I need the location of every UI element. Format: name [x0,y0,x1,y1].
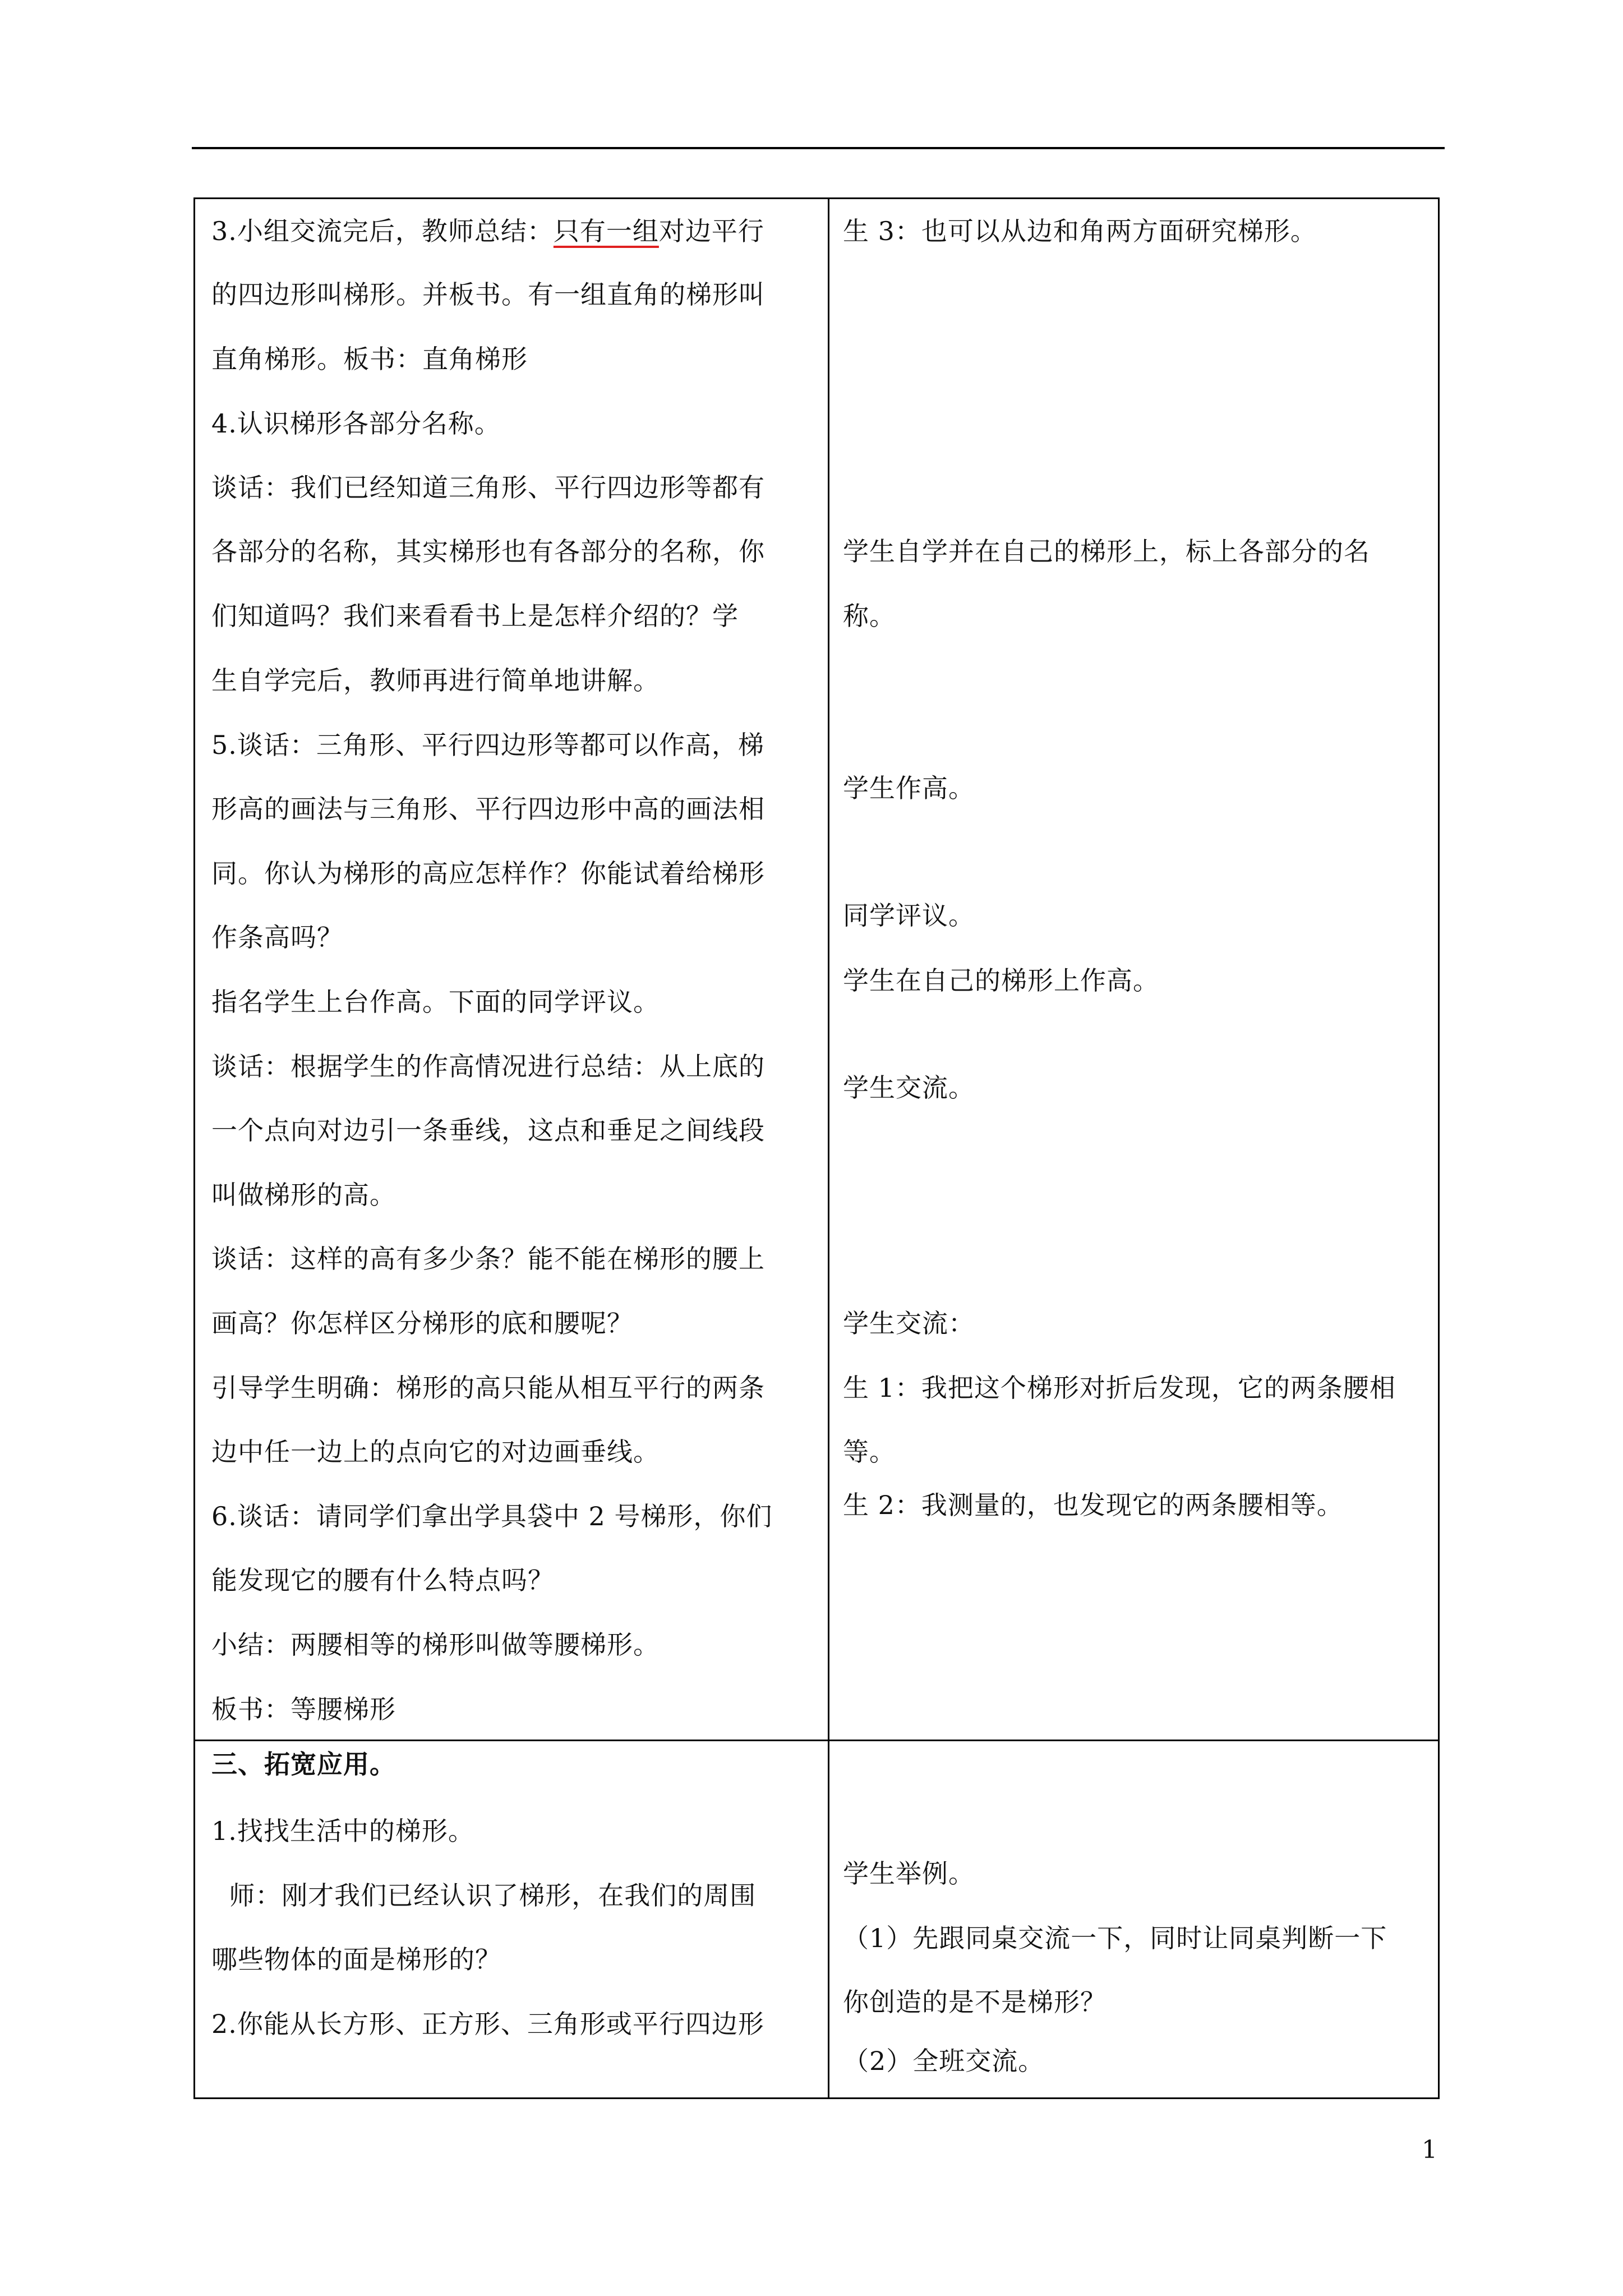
right-line-r11: 生 2：我测量的，也发现它的两条腰相等。 [843,1490,1343,1520]
left-p6-line4: 板书：等腰梯形 [211,1694,396,1724]
right-line-r13: （1）先跟同桌交流一下，同时让同桌判断一下 [843,1923,1387,1953]
left-p4-line3: 们知道吗？我们来看看书上是怎样介绍的？学 [211,601,739,631]
left-p6-line2: 能发现它的腰有什么特点吗？ [211,1565,554,1595]
left-p6-line1: 6.谈话：请同学们拿出学具袋中 2 号梯形，你们 [211,1501,773,1531]
left-p4-line1: 谈话：我们已经知道三角形、平行四边形等都有 [211,472,765,503]
left-p5-line2: 形高的画法与三角形、平行四边形中高的画法相 [211,794,765,824]
left-p5-line8: 叫做梯形的高。 [211,1180,396,1210]
right-line-r1: 生 3：也可以从边和角两方面研究梯形。 [843,216,1317,246]
right-line-r4: 学生作高。 [843,773,975,803]
left-p5-line6: 谈话：根据学生的作高情况进行总结：从上底的 [211,1051,765,1082]
right-line-r12: 学生举例。 [843,1858,975,1889]
left-p5-line5: 指名学生上台作高。下面的同学评议。 [211,987,660,1017]
left-p5-line9: 谈话：这样的高有多少条？能不能在梯形的腰上 [211,1244,765,1274]
left-p3-underlined: 只有一组 [553,216,659,246]
left-p5-line11: 引导学生明确：梯形的高只能从相互平行的两条 [211,1373,765,1403]
left-p3-line3: 直角梯形。板书：直角梯形 [211,344,528,374]
right-line-r9: 生 1：我把这个梯形对折后发现，它的两条腰相 [843,1373,1396,1403]
left-p5-line7: 一个点向对边引一条垂线，这点和垂足之间线段 [211,1115,765,1145]
right-line-r5: 同学评议。 [843,900,975,931]
left-s3-line2: 师：刚才我们已经认识了梯形，在我们的周围 [211,1880,757,1911]
left-p5-line10: 画高？你怎样区分梯形的底和腰呢？ [211,1308,633,1338]
right-line-r8: 学生交流： [843,1308,975,1338]
left-s3-line3: 哪些物体的面是梯形的？ [211,1944,501,1975]
left-p5-line12: 边中任一边上的点向它的对边画垂线。 [211,1437,660,1467]
left-p4-title: 4.认识梯形各部分名称。 [211,408,501,439]
column-divider [828,197,829,2099]
left-p4-line4: 生自学完后，教师再进行简单地讲解。 [211,665,660,696]
left-p3-suffix: 对边平行 [658,216,764,246]
left-p3-prefix: 3.小组交流完后，教师总结： [211,216,554,246]
left-s3-line1: 1.找找生活中的梯形。 [211,1816,474,1846]
left-p6-line3: 小结：两腰相等的梯形叫做等腰梯形。 [211,1630,660,1660]
right-line-r3: 称。 [843,601,896,631]
header-rule [192,147,1445,149]
left-p3-line1 [211,215,764,247]
left-p5-line4: 作条高吗？ [211,922,343,953]
right-line-r2: 学生自学并在自己的梯形上，标上各部分的名 [843,536,1370,567]
left-p5-line1: 5.谈话：三角形、平行四边形等都可以作高，梯 [211,730,764,760]
left-s3-title: 三、拓宽应用。 [211,1749,396,1779]
right-line-r10: 等。 [843,1437,896,1467]
right-line-r15: （2）全班交流。 [843,2046,1045,2076]
left-p4-line2: 各部分的名称，其实梯形也有各部分的名称，你 [211,536,765,567]
left-p3-line2: 的四边形叫梯形。并板书。有一组直角的梯形叫 [211,279,765,310]
left-s3-line4: 2.你能从长方形、正方形、三角形或平行四边形 [211,2009,764,2039]
left-p5-line3: 同。你认为梯形的高应怎样作？你能试着给梯形 [211,858,765,889]
right-line-r7: 学生交流。 [843,1073,975,1103]
right-line-r6: 学生在自己的梯形上作高。 [843,965,1159,996]
right-line-r14: 你创造的是不是梯形？ [843,1987,1106,2017]
page-number: 1 [1422,2136,1437,2164]
row-divider [193,1740,1440,1741]
